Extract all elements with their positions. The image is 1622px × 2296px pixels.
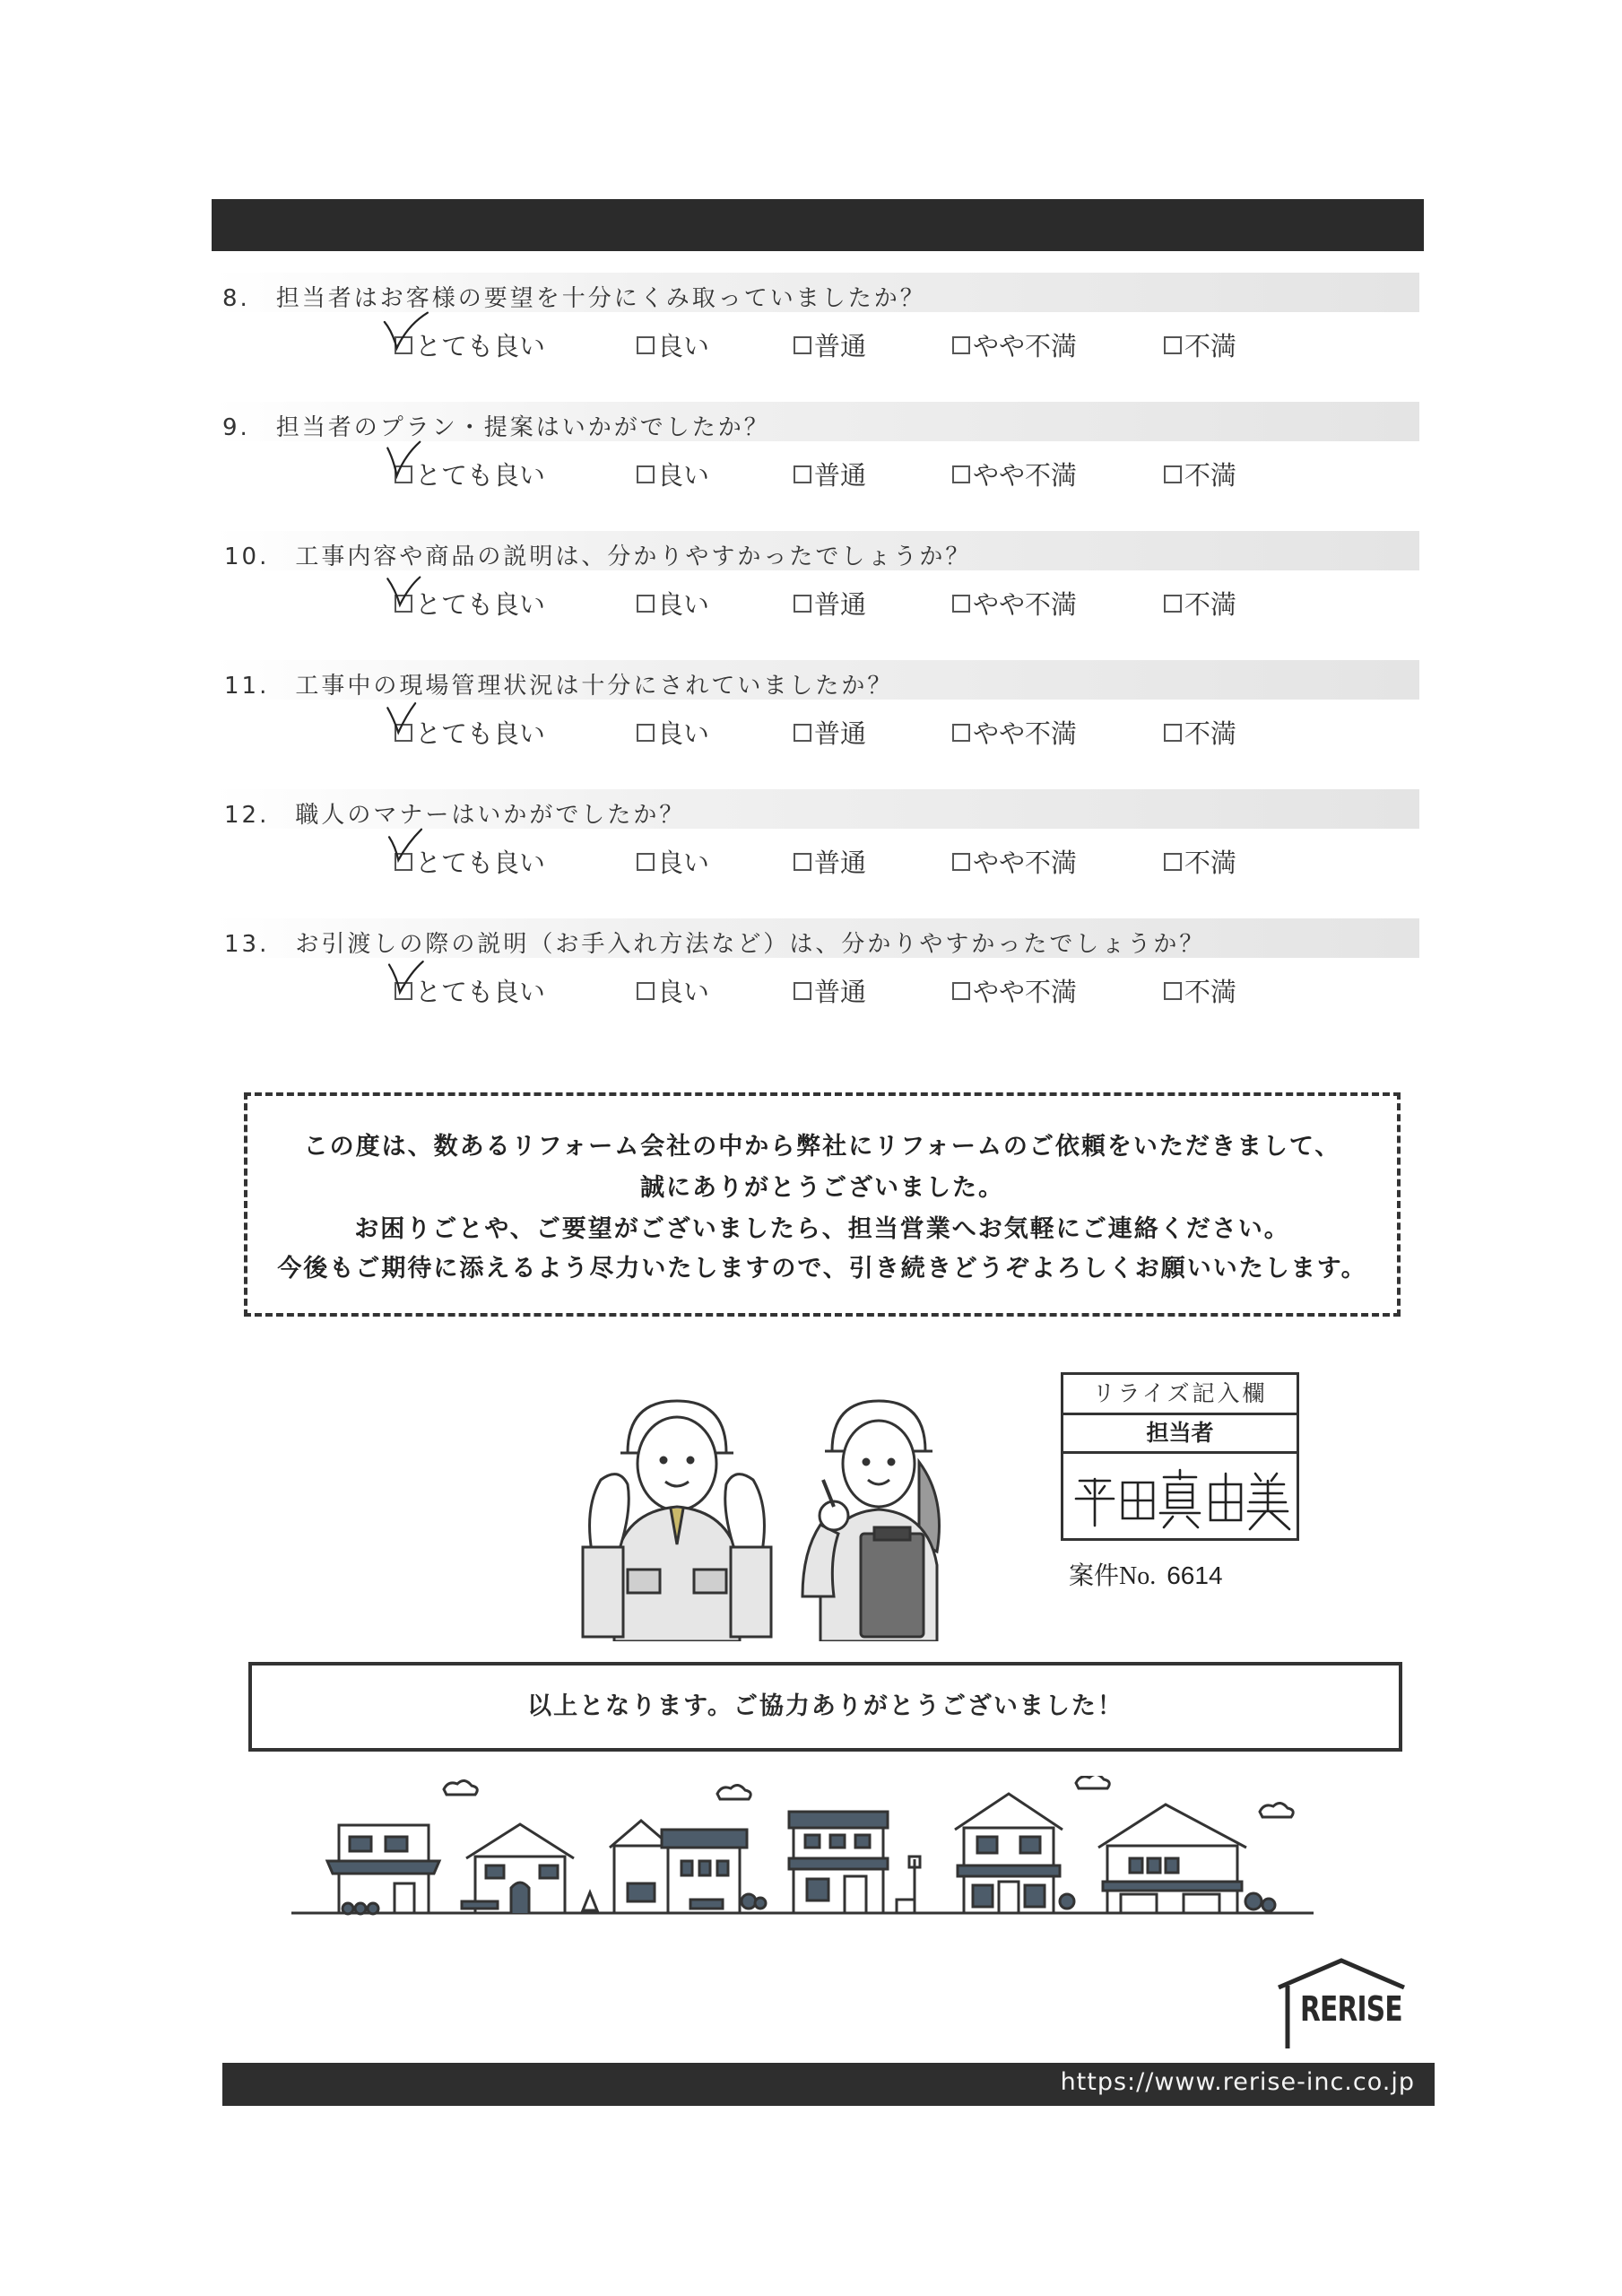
checkbox[interactable] <box>637 982 655 1000</box>
notice-line-1: この度は、数あるリフォーム会社の中から弊社にリフォームのご依頼をいただきまして、 <box>303 1133 1341 1161</box>
checkbox[interactable] <box>637 724 655 742</box>
checkbox[interactable] <box>1164 982 1182 1000</box>
checkbox[interactable] <box>952 465 970 483</box>
staff-box-header: リライズ記入欄 <box>1063 1375 1297 1415</box>
rating-option[interactable] <box>952 456 1077 492</box>
closing-message: 以上となります。ご協力ありがとうございました！ <box>248 1662 1402 1752</box>
question-text: 13. お引渡しの際の説明（お手入れ方法など）は、分かりやすかったでしょうか？ <box>224 931 1206 958</box>
thank-you-notice <box>244 1092 1401 1317</box>
checkbox[interactable] <box>794 724 811 742</box>
handwritten-check-icon <box>378 569 432 613</box>
handwritten-check-icon <box>378 698 432 743</box>
rating-option[interactable] <box>794 456 866 492</box>
rerise-staff-box <box>1061 1372 1299 1541</box>
top-bar <box>212 199 1424 251</box>
checkbox[interactable] <box>794 465 811 483</box>
rating-option[interactable] <box>1164 843 1236 880</box>
rating-option-label: 不満 <box>1184 848 1237 878</box>
rating-option[interactable] <box>952 843 1077 880</box>
rating-option-label: 良い <box>657 848 710 878</box>
case-number-label: 案件No. <box>1069 1562 1157 1590</box>
checkbox[interactable] <box>1164 336 1182 354</box>
male-worker-illustration <box>583 1401 771 1641</box>
checkbox[interactable] <box>1164 595 1182 613</box>
rating-option-label: 良い <box>657 718 710 749</box>
checkbox[interactable] <box>1164 853 1182 871</box>
rating-option[interactable] <box>637 972 709 1009</box>
rating-option-label: とても良い <box>415 848 546 878</box>
rating-option-label: 不満 <box>1184 977 1237 1007</box>
checkbox[interactable] <box>637 595 655 613</box>
checkbox[interactable] <box>794 853 811 871</box>
rating-option-label: とても良い <box>415 977 546 1007</box>
checkbox[interactable] <box>794 982 811 1000</box>
rating-option[interactable] <box>637 585 709 622</box>
case-number-value: 6614 <box>1167 1561 1223 1589</box>
footer-bar <box>222 2063 1435 2106</box>
checkbox[interactable] <box>952 595 970 613</box>
rating-option-label: 不満 <box>1184 718 1237 749</box>
checkbox[interactable] <box>952 724 970 742</box>
checkbox[interactable] <box>952 853 970 871</box>
rating-option[interactable] <box>794 326 866 363</box>
rating-option-label: とても良い <box>415 589 546 620</box>
rating-option-label: 良い <box>657 460 710 491</box>
checkbox[interactable] <box>1164 465 1182 483</box>
rating-option[interactable] <box>794 585 866 622</box>
notice-line-3: お困りごとや、ご要望がございましたら、担当営業へお気軽にご連絡ください。 <box>354 1215 1290 1243</box>
rating-option[interactable] <box>1164 972 1236 1009</box>
rating-option-label: 普通 <box>814 848 867 878</box>
checkbox[interactable] <box>952 982 970 1000</box>
rating-option-label: 普通 <box>814 331 867 361</box>
rating-option[interactable] <box>952 326 1077 363</box>
rating-option[interactable] <box>637 714 709 751</box>
rating-option-label: 普通 <box>814 977 867 1007</box>
rating-option-label: やや不満 <box>973 977 1078 1007</box>
handwritten-check-icon <box>378 439 432 484</box>
rating-option-label: 不満 <box>1184 589 1237 620</box>
rating-option-label: 不満 <box>1184 460 1237 491</box>
rating-option[interactable] <box>952 972 1077 1009</box>
checkbox[interactable] <box>637 465 655 483</box>
case-number <box>1069 1556 1223 1592</box>
rating-option-label: 良い <box>657 977 710 1007</box>
rating-option-label: やや不満 <box>973 718 1078 749</box>
rating-option-label: 良い <box>657 331 710 361</box>
female-worker-illustration <box>802 1401 940 1641</box>
checkbox[interactable] <box>794 595 811 613</box>
handwritten-check-icon <box>378 956 432 1001</box>
question-text: 11. 工事中の現場管理状況は十分にされていましたか？ <box>224 673 894 700</box>
rating-option[interactable] <box>637 843 709 880</box>
rating-option-label: やや不満 <box>973 331 1078 361</box>
rating-option-label: とても良い <box>415 460 546 491</box>
rating-option[interactable] <box>637 456 709 492</box>
notice-line-4: 今後もご期待に添えるよう尽力いたしますので、引き続きどうぞよろしくお願いいたします。 <box>277 1255 1367 1283</box>
question-text: 12. 職人のマナーはいかがでしたか？ <box>224 802 686 829</box>
staff-signature <box>1063 1454 1297 1540</box>
rating-option-label: 良い <box>657 589 710 620</box>
rating-option-label: とても良い <box>415 331 546 361</box>
footer-url: https://www.rerise-inc.co.jp <box>1060 2068 1415 2096</box>
rating-option-label: やや不満 <box>973 589 1078 620</box>
rating-option[interactable] <box>1164 456 1236 492</box>
rating-option-label: とても良い <box>415 718 546 749</box>
rerise-logo <box>1273 1955 1408 2054</box>
rating-option[interactable] <box>1164 326 1236 363</box>
rating-option-label: 不満 <box>1184 331 1237 361</box>
rating-option[interactable] <box>952 714 1077 751</box>
rating-option-label: 普通 <box>814 589 867 620</box>
checkbox[interactable] <box>1164 724 1182 742</box>
rating-option[interactable] <box>794 843 866 880</box>
rating-option-label: やや不満 <box>973 848 1078 878</box>
handwritten-check-icon <box>378 827 432 872</box>
rating-option-label: 普通 <box>814 460 867 491</box>
question-text: 9. 担当者のプラン・提案はいかがでしたか？ <box>222 414 770 441</box>
rating-option[interactable] <box>1164 714 1236 751</box>
rating-option-label: 普通 <box>814 718 867 749</box>
rating-option[interactable] <box>637 326 709 363</box>
handwritten-check-icon <box>378 310 432 355</box>
notice-line-2: 誠にありがとうございました。 <box>640 1174 1004 1202</box>
staff-box-label: 担当者 <box>1063 1415 1297 1454</box>
question-text: 8. 担当者はお客様の要望を十分にくみ取っていましたか？ <box>222 285 926 312</box>
rating-option[interactable] <box>1164 585 1236 622</box>
question-text: 10. 工事内容や商品の説明は、分かりやすかったでしょうか？ <box>224 544 972 570</box>
rating-option-label: やや不満 <box>973 460 1078 491</box>
checkbox[interactable] <box>637 336 655 354</box>
logo-wordmark: RERISE <box>1300 1989 1402 2029</box>
rating-option[interactable] <box>794 972 866 1009</box>
townscape-illustration <box>287 1776 1318 1928</box>
rating-option[interactable] <box>952 585 1077 622</box>
checkbox[interactable] <box>637 853 655 871</box>
rating-option[interactable] <box>794 714 866 751</box>
checkbox[interactable] <box>952 336 970 354</box>
checkbox[interactable] <box>794 336 811 354</box>
workers-illustration <box>565 1363 977 1641</box>
